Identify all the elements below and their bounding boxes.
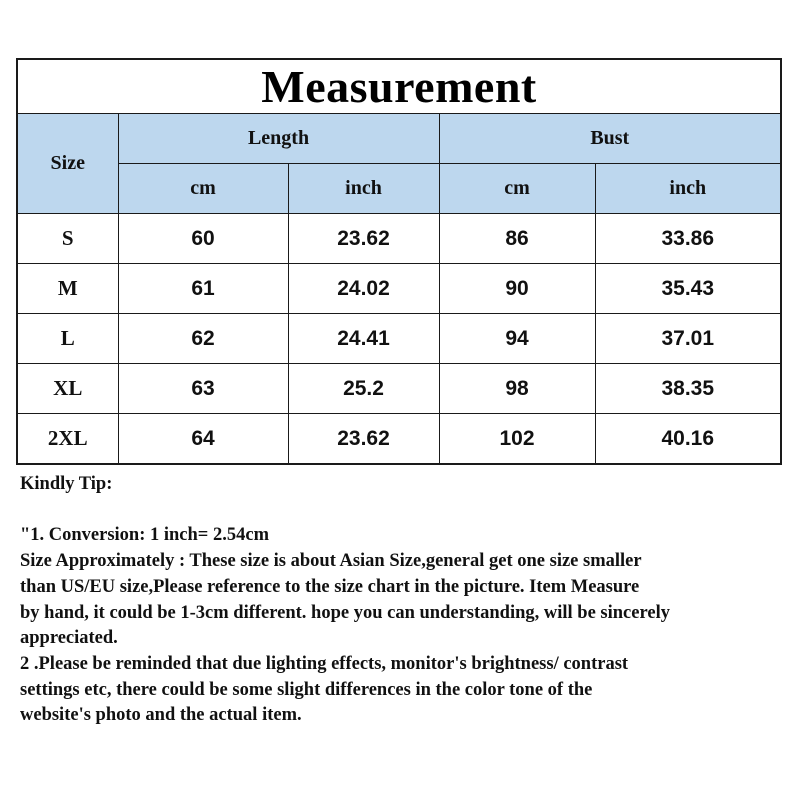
bust-inch-cell: 40.16 — [595, 414, 781, 465]
header-bust-inch: inch — [595, 164, 781, 214]
size-cell: L — [17, 314, 118, 364]
notes-heading: Kindly Tip: — [20, 474, 113, 494]
length-inch-cell: 25.2 — [288, 364, 439, 414]
header-row-units — [17, 164, 781, 214]
notes-line: "1. Conversion: 1 inch= 2.54cm — [20, 525, 269, 546]
length-inch-cell: 23.62 — [288, 414, 439, 465]
bust-inch-cell: 37.01 — [595, 314, 781, 364]
notes-line: Size Approximately : These size is about Asian Size,general get one size smaller — [20, 551, 642, 572]
notes-line: appreciated. — [20, 628, 118, 649]
bust-cm-cell: 86 — [439, 214, 595, 264]
header-length-cm: cm — [118, 164, 288, 214]
bust-cm-cell: 102 — [439, 414, 595, 465]
bust-cm-cell: 90 — [439, 264, 595, 314]
size-chart-table — [16, 58, 782, 465]
size-cell: 2XL — [17, 414, 118, 465]
bust-inch-cell: 33.86 — [595, 214, 781, 264]
header-bust: Bust — [439, 114, 781, 164]
bust-cm-cell: 98 — [439, 364, 595, 414]
length-cm-cell: 64 — [118, 414, 288, 465]
notes-line: website's photo and the actual item. — [20, 705, 302, 726]
bust-inch-cell: 35.43 — [595, 264, 781, 314]
kindly-tip-notes — [20, 472, 790, 729]
header-length: Length — [118, 114, 439, 164]
table-title: Measurement — [17, 59, 781, 114]
header-length-inch: inch — [288, 164, 439, 214]
table-row — [17, 214, 781, 264]
size-cell: S — [17, 214, 118, 264]
notes-line: settings etc, there could be some slight differences in the color tone of the — [20, 679, 593, 700]
table-row — [17, 414, 781, 465]
length-inch-cell: 23.62 — [288, 214, 439, 264]
table-row — [17, 264, 781, 314]
length-inch-cell: 24.41 — [288, 314, 439, 364]
bust-cm-cell: 94 — [439, 314, 595, 364]
table-row — [17, 314, 781, 364]
length-cm-cell: 60 — [118, 214, 288, 264]
notes-line: 2 .Please be reminded that due lighting effects, monitor's brightness/ contrast — [20, 653, 629, 674]
notes-line: than US/EU size,Please reference to the size chart in the picture. Item Measure — [20, 576, 640, 597]
bust-inch-cell: 38.35 — [595, 364, 781, 414]
length-cm-cell: 61 — [118, 264, 288, 314]
header-bust-cm: cm — [439, 164, 595, 214]
size-cell: M — [17, 264, 118, 314]
size-cell: XL — [17, 364, 118, 414]
length-cm-cell: 63 — [118, 364, 288, 414]
header-row-groups — [17, 114, 781, 164]
notes-spacer — [20, 498, 790, 524]
header-size: Size — [17, 114, 118, 214]
length-inch-cell: 24.02 — [288, 264, 439, 314]
notes-line: by hand, it could be 1-3cm different. hope you can understanding, will be sincerely — [20, 602, 670, 623]
length-cm-cell: 62 — [118, 314, 288, 364]
table-row — [17, 364, 781, 414]
title-row — [17, 59, 781, 114]
